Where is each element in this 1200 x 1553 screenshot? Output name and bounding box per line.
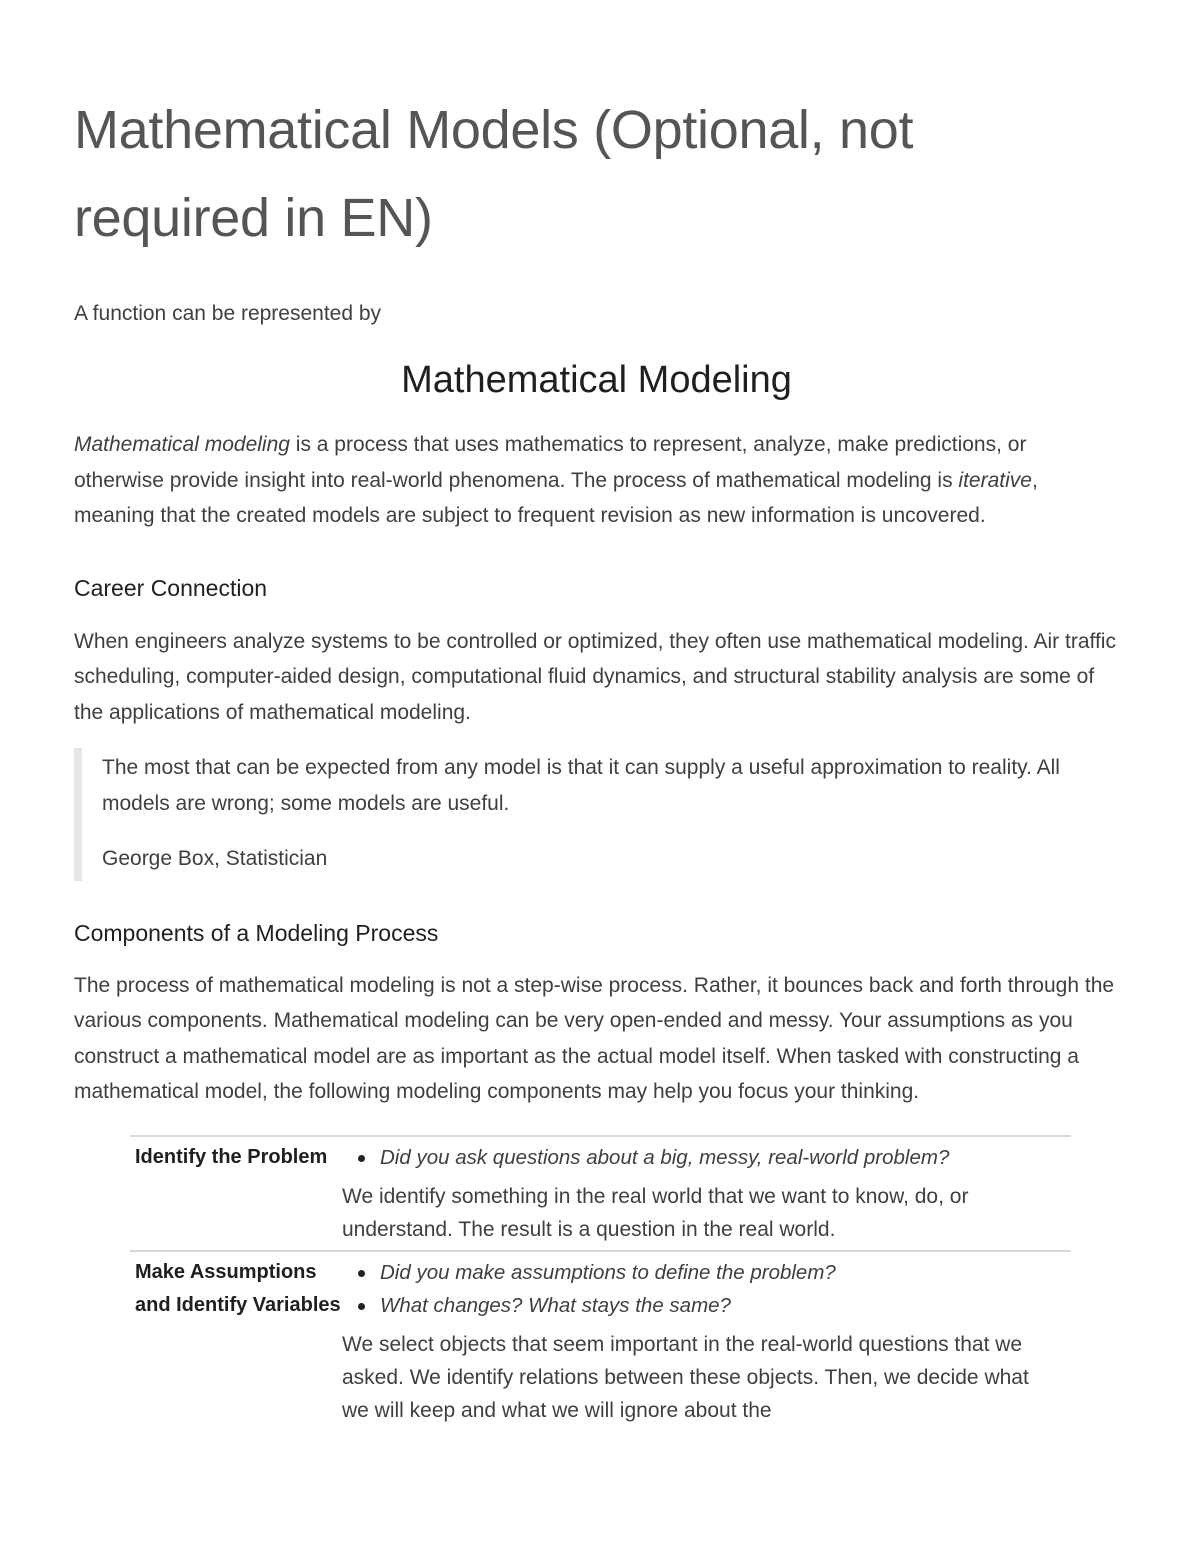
components-text: The process of mathematical modeling is not a step-wise process. Rather, it bounces back and forth through the various components. Mathematical modeling can be very open-ended and messy. Your assumptions as you construct a mathematical model are as important as the actual model itself. When tasked with constructing a mathematical model, the following modeling components may help you focus your thinking. (74, 973, 1115, 1103)
row-description: We select objects that seem important in the real-world questions that we asked. We identify relations between these objects. Then, we decide what we will keep and what we will ignore about the (342, 1332, 1029, 1422)
row-content (342, 1252, 1071, 1431)
components-table (130, 1135, 1071, 1431)
term-iterative: iterative (958, 468, 1032, 492)
document-page (74, 86, 1119, 1431)
row-description: We identify something in the real world that we want to know, do, or understand. The result is a question in the real world. (342, 1184, 969, 1241)
definition-text-b: , meaning that the created models are subject to frequent revision as new information is uncovered. (74, 468, 1038, 527)
quote-text: The most that can be expected from any model is that it can supply a useful approximation to reality. All models are wrong; some models are useful. (102, 756, 1060, 815)
page-title: Mathematical Models (Optional, not required in EN) (74, 100, 914, 248)
table-row (130, 1137, 1071, 1252)
row-label: Identify the Problem (135, 1145, 328, 1168)
list-item: Did you ask questions about a big, messy, real-world problem? (380, 1141, 1071, 1174)
term-mathematical-modeling: Mathematical modeling (74, 433, 290, 456)
question-list (342, 1141, 1071, 1174)
question-list (342, 1256, 1071, 1322)
section-heading-mathematical-modeling: Mathematical Modeling (401, 359, 792, 401)
blockquote (74, 748, 1102, 881)
career-connection-text: When engineers analyze systems to be controlled or optimized, they often use mathematical modeling. Air traffic scheduling, computer-aided design, computational fluid dynamics, and structural stability analysis are some of the applications of mathematical modeling. (74, 629, 1116, 724)
list-item: Did you make assumptions to define the problem? (380, 1256, 1071, 1289)
quote-attribution: George Box, Statistician (102, 847, 328, 870)
career-connection-heading: Career Connection (74, 574, 268, 601)
list-item: What changes? What stays the same? (380, 1289, 1071, 1322)
definition-text-a: is a process that uses mathematics to represent, analyze, make predictions, or otherwise provide insight into real-world phenomena. The process of mathematical modeling is (74, 433, 1027, 492)
definition-paragraph (74, 427, 1119, 534)
intro-text: A function can be represented by (74, 302, 382, 325)
row-label: Make Assumptions and Identify Variables (135, 1260, 341, 1316)
table-row (130, 1252, 1071, 1431)
row-content (342, 1137, 1071, 1250)
components-heading: Components of a Modeling Process (74, 919, 439, 946)
